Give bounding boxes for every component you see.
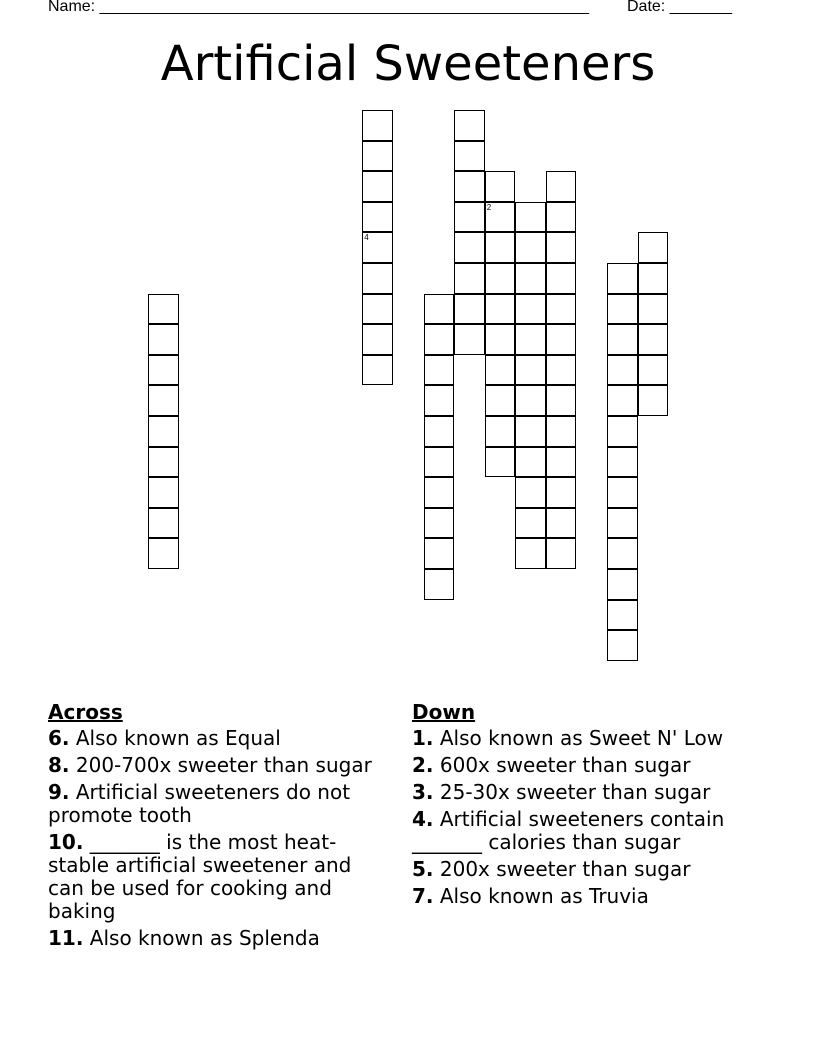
crossword-cell[interactable] — [638, 324, 669, 355]
crossword-cell[interactable] — [638, 294, 669, 325]
crossword-cell[interactable] — [515, 324, 546, 355]
crossword-cell[interactable] — [362, 324, 393, 355]
crossword-cell[interactable] — [485, 447, 516, 478]
crossword-cell[interactable] — [485, 355, 516, 386]
crossword-cell[interactable] — [515, 385, 546, 416]
clue-text: 25-30x sweeter than sugar — [439, 780, 711, 804]
clue-across-6 — [48, 727, 393, 750]
clue-down-3 — [412, 781, 757, 804]
crossword-cell[interactable] — [607, 385, 638, 416]
clue-text: Also known as Truvia — [439, 884, 649, 908]
crossword-cell[interactable] — [424, 294, 455, 325]
crossword-cell[interactable] — [515, 508, 546, 539]
crossword-cell[interactable] — [607, 416, 638, 447]
crossword-cell[interactable] — [638, 263, 669, 294]
crossword-cell[interactable] — [638, 355, 669, 386]
crossword-cell[interactable] — [515, 294, 546, 325]
crossword-cell[interactable] — [485, 202, 516, 233]
crossword-cell[interactable] — [424, 508, 455, 539]
crossword-cell[interactable] — [485, 324, 516, 355]
crossword-cell[interactable] — [148, 538, 179, 569]
crossword-cell[interactable] — [454, 202, 485, 233]
clue-text: Artificial sweeteners contain _______ calories than sugar — [412, 807, 725, 854]
clue-number: 3. — [412, 780, 434, 804]
clue-text: _______ is the most heat-stable artificial sweetener and can be used for cooking and baking — [48, 830, 352, 923]
crossword-cell[interactable] — [485, 416, 516, 447]
crossword-cell[interactable] — [424, 355, 455, 386]
crossword-cell[interactable] — [454, 141, 485, 172]
crossword-cell[interactable] — [424, 416, 455, 447]
clue-number: 8. — [48, 753, 70, 777]
clue-number: 2. — [412, 753, 434, 777]
clue-number: 11. — [48, 926, 84, 950]
clue-text: 200-700x sweeter than sugar — [75, 753, 372, 777]
crossword-cell[interactable] — [485, 294, 516, 325]
page-title: Artificial Sweeteners — [160, 36, 656, 92]
crossword-cell[interactable] — [546, 385, 577, 416]
clue-across-8 — [48, 754, 393, 777]
date-field-label: Date: _______ — [627, 0, 732, 15]
crossword-cell[interactable] — [424, 569, 455, 600]
crossword-cell[interactable] — [454, 324, 485, 355]
crossword-cell[interactable] — [454, 110, 485, 141]
crossword-cell[interactable] — [148, 385, 179, 416]
crossword-cell[interactable] — [148, 508, 179, 539]
crossword-cell[interactable] — [362, 263, 393, 294]
crossword-cell[interactable] — [546, 447, 577, 478]
clue-number: 9. — [48, 780, 70, 804]
crossword-cell[interactable] — [638, 385, 669, 416]
down-clues — [412, 700, 757, 912]
crossword-cell[interactable] — [546, 171, 577, 202]
crossword-cell[interactable] — [454, 294, 485, 325]
clue-number: 5. — [412, 857, 434, 881]
crossword-cell[interactable] — [607, 508, 638, 539]
clue-text: 200x sweeter than sugar — [439, 857, 691, 881]
crossword-cell[interactable] — [515, 447, 546, 478]
clue-text: Also known as Splenda — [89, 926, 320, 950]
crossword-cell[interactable] — [607, 355, 638, 386]
clue-down-2 — [412, 754, 757, 777]
crossword-cell[interactable] — [638, 232, 669, 263]
crossword-cell[interactable] — [515, 263, 546, 294]
clue-across-10 — [48, 831, 393, 923]
crossword-cell[interactable] — [546, 263, 577, 294]
crossword-cell[interactable] — [424, 477, 455, 508]
clue-down-1 — [412, 727, 757, 750]
crossword-cell[interactable] — [362, 110, 393, 141]
clue-down-4 — [412, 808, 757, 854]
crossword-cell[interactable] — [362, 141, 393, 172]
crossword-cell[interactable] — [362, 294, 393, 325]
crossword-cell[interactable] — [148, 294, 179, 325]
down-heading: Down — [412, 700, 476, 724]
crossword-cell[interactable] — [607, 538, 638, 569]
crossword-cell[interactable] — [546, 294, 577, 325]
crossword-cell[interactable] — [148, 355, 179, 386]
crossword-cell[interactable] — [362, 202, 393, 233]
crossword-cell[interactable] — [546, 416, 577, 447]
crossword-cell[interactable] — [546, 202, 577, 233]
crossword-cell[interactable] — [515, 416, 546, 447]
crossword-cell[interactable] — [546, 324, 577, 355]
crossword-cell[interactable] — [454, 171, 485, 202]
across-heading: Across — [48, 700, 123, 724]
clue-number: 7. — [412, 884, 434, 908]
crossword-cell[interactable] — [607, 263, 638, 294]
crossword-cell[interactable] — [607, 447, 638, 478]
crossword-cell[interactable] — [148, 324, 179, 355]
crossword-cell[interactable] — [515, 538, 546, 569]
name-field-label: Name: _______________________________________________________ — [48, 0, 589, 15]
clue-number: 4. — [412, 807, 434, 831]
clue-number-label: 4 — [364, 233, 369, 243]
crossword-cell[interactable] — [607, 477, 638, 508]
crossword-cell[interactable] — [515, 202, 546, 233]
clue-text: Also known as Equal — [75, 726, 281, 750]
crossword-cell[interactable] — [424, 447, 455, 478]
crossword-cell[interactable] — [607, 569, 638, 600]
crossword-cell[interactable] — [362, 171, 393, 202]
crossword-cell[interactable] — [424, 385, 455, 416]
clue-number: 1. — [412, 726, 434, 750]
clue-number: 6. — [48, 726, 70, 750]
crossword-cell[interactable] — [362, 355, 393, 386]
crossword-cell[interactable] — [362, 232, 393, 263]
crossword-cell[interactable] — [485, 385, 516, 416]
crossword-cell[interactable] — [485, 263, 516, 294]
crossword-cell[interactable] — [485, 232, 516, 263]
crossword-cell[interactable] — [546, 508, 577, 539]
clue-down-7 — [412, 885, 757, 908]
crossword-cell[interactable] — [424, 324, 455, 355]
crossword-cell[interactable] — [515, 232, 546, 263]
clue-number-label: 2 — [486, 202, 492, 212]
crossword-cell[interactable] — [148, 477, 179, 508]
clue-down-5 — [412, 858, 757, 881]
crossword-cell[interactable] — [546, 538, 577, 569]
crossword-cell[interactable] — [515, 477, 546, 508]
crossword-cell[interactable] — [424, 538, 455, 569]
crossword-cell[interactable] — [454, 263, 485, 294]
crossword-cell[interactable] — [607, 294, 638, 325]
clue-text: 600x sweeter than sugar — [439, 753, 691, 777]
crossword-cell[interactable] — [546, 477, 577, 508]
crossword-cell[interactable] — [546, 355, 577, 386]
crossword-cell[interactable] — [607, 600, 638, 631]
clue-text: Artificial sweeteners do not promote tooth — [48, 780, 351, 827]
crossword-cell[interactable] — [607, 324, 638, 355]
clue-across-11 — [48, 927, 393, 950]
clue-text: Also known as Sweet N' Low — [439, 726, 724, 750]
across-clues — [48, 700, 393, 954]
crossword-cell[interactable] — [515, 355, 546, 386]
clue-across-9 — [48, 781, 393, 827]
crossword-cell[interactable] — [485, 171, 516, 202]
crossword-cell[interactable] — [546, 232, 577, 263]
crossword-cell[interactable] — [607, 630, 638, 661]
crossword-cell[interactable] — [148, 447, 179, 478]
crossword-cell[interactable] — [148, 416, 179, 447]
crossword-cell[interactable] — [454, 232, 485, 263]
clue-number: 10. — [48, 830, 84, 854]
